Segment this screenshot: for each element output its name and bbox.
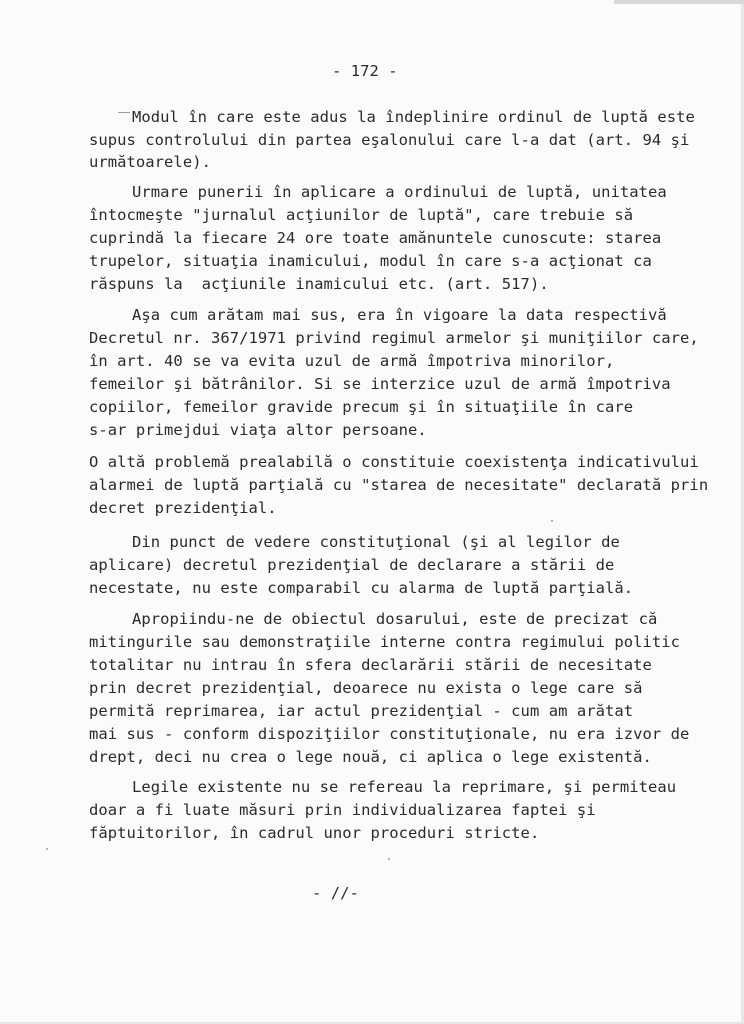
paragraph-2-line-4: trupelor, situaţia inamicului, modul în care s-a acţionat ca — [89, 252, 652, 270]
paragraph-4-line-1: O altă problemă prealabilă o constituie coexistenţa indicativului — [89, 453, 699, 471]
scan-corner-mark — [614, 0, 744, 4]
scan-speck — [388, 858, 390, 860]
scan-mark — [118, 112, 130, 113]
paragraph-4-line-3: decret prezidenţial. — [89, 499, 277, 517]
paragraph-3-line-1: Aşa cum arătam mai sus, era în vigoare la data respectivă — [132, 306, 667, 324]
paragraph-7-line-3: făptuitorilor, în cadrul unor proceduri stricte. — [89, 824, 540, 842]
paragraph-2-line-1: Urmare punerii în aplicare a ordinului de luptă, unitatea — [132, 183, 667, 201]
paragraph-2-line-5: răspuns la acţiunile inamicului etc. (art. 517). — [89, 275, 549, 293]
paragraph-2-line-3: cuprindă la fiecare 24 ore toate amănuntele cunoscute: starea — [89, 229, 662, 247]
paragraph-3-line-4: femeilor şi bătrânilor. Si se interzice uzul de armă împotriva — [89, 375, 671, 393]
paragraph-3-line-3: în art. 40 se va evita uzul de armă împotriva minorilor, — [89, 352, 615, 370]
paragraph-1-line-1: Modul în care este adus la îndeplinire ordinul de luptă este — [132, 108, 695, 126]
paragraph-6-line-7: drept, deci nu crea o lege nouă, ci aplica o lege existentă. — [89, 748, 652, 766]
paragraph-3-line-6: s-ar primejdui viaţa altor persoane. — [89, 421, 427, 439]
paragraph-3-line-5: copiilor, femeilor gravide precum şi în situaţiile în care — [89, 398, 634, 416]
paragraph-5-line-3: necestate, nu este comparabil cu alarma de luptă parţială. — [89, 579, 634, 597]
paragraph-6-line-5: permită reprimarea, iar actul prezidenţial - cum am arătat — [89, 702, 634, 720]
page-footer: - //- — [312, 884, 359, 902]
paragraph-6-line-3: totalitar nu intrau în sfera declarării stării de necesitate — [89, 656, 652, 674]
paragraph-2-line-2: întocmeşte "jurnalul acţiunilor de luptă", care trebuie să — [89, 206, 634, 224]
paragraph-7-line-2: doar a fi luate măsuri prin individualizarea faptei şi — [89, 801, 596, 819]
paragraph-5-line-1: Din punct de vedere constituţional (şi al legilor de — [132, 533, 620, 551]
page-number: - 172 - — [332, 62, 398, 80]
paragraph-1-line-2: supus controlului din partea eşalonului care l-a dat (art. 94 şi — [89, 131, 690, 149]
paragraph-6-line-6: mai sus - conform dispoziţiilor constituţionale, nu era izvor de — [89, 725, 690, 743]
paragraph-3-line-2: Decretul nr. 367/1971 privind regimul armelor şi muniţiilor care, — [89, 329, 699, 347]
paragraph-4-line-2: alarmei de luptă parţială cu "starea de necesitate" declarată prin — [89, 476, 709, 494]
paragraph-7-line-1: Legile existente nu se refereau la reprimare, şi permiteau — [132, 778, 677, 796]
scan-speck — [551, 520, 553, 522]
paragraph-5-line-2: aplicare) decretul prezidenţial de declarare a stării de — [89, 556, 615, 574]
paragraph-6-line-2: mitingurile sau demonstraţiile interne contra regimului politic — [89, 633, 681, 651]
paragraph-6-line-1: Apropiindu-ne de obiectul dosarului, este de precizat că — [132, 610, 658, 628]
paragraph-1-line-3: următoarele). — [89, 153, 211, 171]
scan-speck — [46, 848, 48, 850]
paragraph-6-line-4: prin decret prezidenţial, deoarece nu exista o lege care să — [89, 679, 643, 697]
